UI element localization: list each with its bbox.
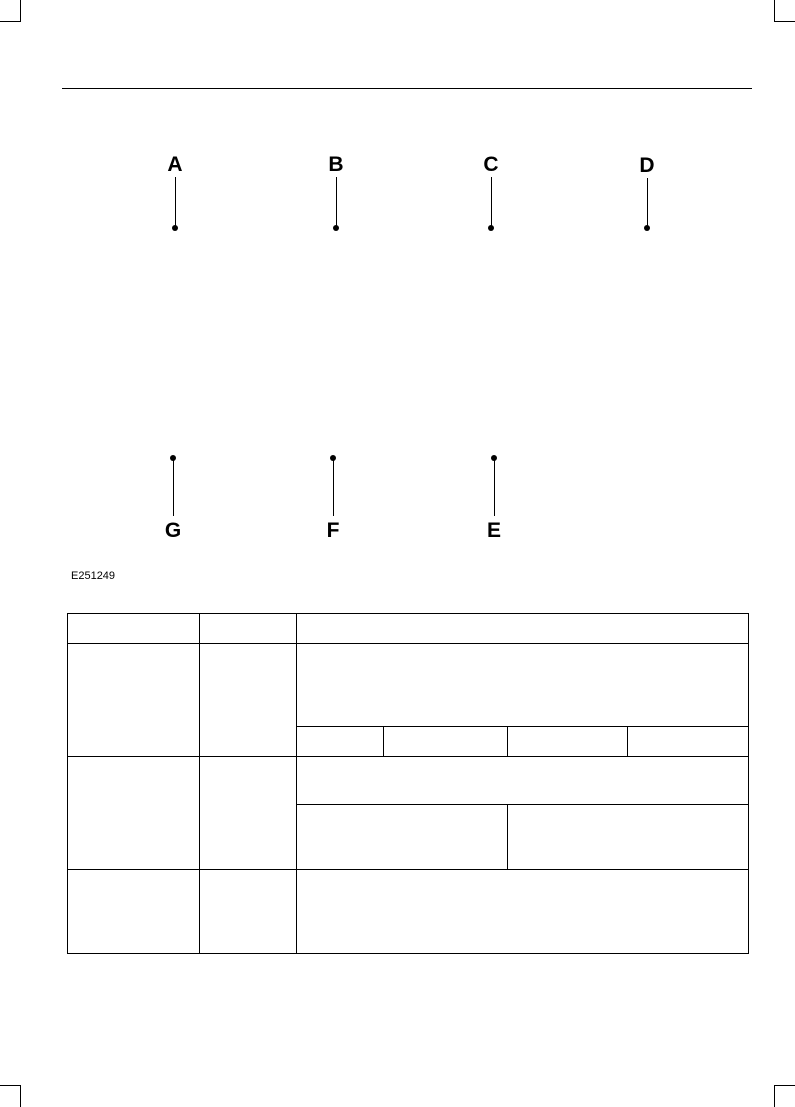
header-cell-3 — [300, 617, 744, 641]
crop-mark-top-left-h — [0, 21, 20, 22]
crop-mark-top-right-h — [775, 21, 795, 22]
row2-sub-rule — [296, 804, 749, 805]
callout-leader-f — [333, 458, 334, 516]
callout-g — [153, 455, 193, 543]
row3-cell-2 — [203, 873, 293, 950]
row2-cell-2 — [203, 760, 293, 866]
callout-label-c: C — [483, 153, 499, 176]
callout-c — [471, 154, 511, 234]
callout-leader-e — [494, 458, 495, 516]
row1-sub-cell-1 — [300, 729, 380, 753]
callout-label-e: E — [486, 519, 501, 542]
table-border-left — [67, 613, 68, 954]
header-cell-2 — [203, 617, 293, 641]
row1-sub-divider-2 — [507, 726, 508, 757]
callout-b — [316, 154, 356, 234]
crop-mark-top-left — [20, 0, 21, 22]
callout-point-c — [488, 225, 494, 231]
row1-cell-1 — [71, 647, 195, 753]
row1-sub-cell-2 — [387, 729, 503, 753]
row2-sub-cell-2 — [511, 808, 744, 866]
callout-label-a: A — [167, 153, 183, 176]
callout-leader-b — [336, 177, 337, 227]
column-divider-2 — [296, 613, 297, 954]
row1-sub-divider-3 — [627, 726, 628, 757]
column-divider-1 — [199, 613, 200, 954]
table-border-right — [748, 613, 749, 954]
row2-cell-1 — [71, 760, 195, 866]
callout-f — [313, 455, 353, 543]
callout-point-a — [172, 225, 178, 231]
crop-mark-bottom-left — [20, 1085, 21, 1107]
callout-a — [155, 154, 195, 234]
crop-mark-top-right — [774, 0, 775, 22]
callout-d — [627, 155, 667, 234]
table-border-top — [67, 613, 749, 614]
row1-cell-3 — [300, 647, 744, 723]
header-rule — [62, 88, 752, 89]
callout-leader-c — [491, 177, 492, 227]
callout-leader-g — [173, 458, 174, 516]
crop-mark-bottom-right-h — [775, 1085, 795, 1086]
table-header-rule — [67, 643, 749, 644]
row3-cell-1 — [71, 873, 195, 950]
figure-code: E251249 — [71, 570, 116, 582]
callout-label-f: F — [326, 519, 340, 542]
row1-sub-rule — [296, 726, 749, 727]
row2-sub-divider — [507, 804, 508, 870]
data-table — [67, 613, 749, 954]
row3-cell-3 — [300, 873, 744, 950]
row1-sub-cell-3 — [511, 729, 623, 753]
row1-bottom-rule — [67, 756, 749, 757]
callout-e — [474, 455, 514, 543]
callout-point-b — [333, 225, 339, 231]
callout-leader-d — [647, 178, 648, 227]
row2-cell-3 — [300, 760, 744, 801]
crop-mark-bottom-right — [774, 1085, 775, 1107]
callout-label-d: D — [639, 154, 655, 177]
header-cell-1 — [71, 617, 195, 641]
callout-label-b: B — [328, 153, 344, 176]
row1-sub-cell-4 — [631, 729, 744, 753]
row2-sub-cell-1 — [300, 808, 503, 866]
callout-leader-a — [175, 177, 176, 227]
callout-point-d — [644, 225, 650, 231]
callout-label-g: G — [164, 519, 182, 542]
row2-bottom-rule — [67, 869, 749, 870]
row1-sub-divider-1 — [383, 726, 384, 757]
table-border-bottom — [67, 953, 749, 954]
row1-cell-2 — [203, 647, 293, 753]
crop-mark-bottom-left-h — [0, 1085, 20, 1086]
